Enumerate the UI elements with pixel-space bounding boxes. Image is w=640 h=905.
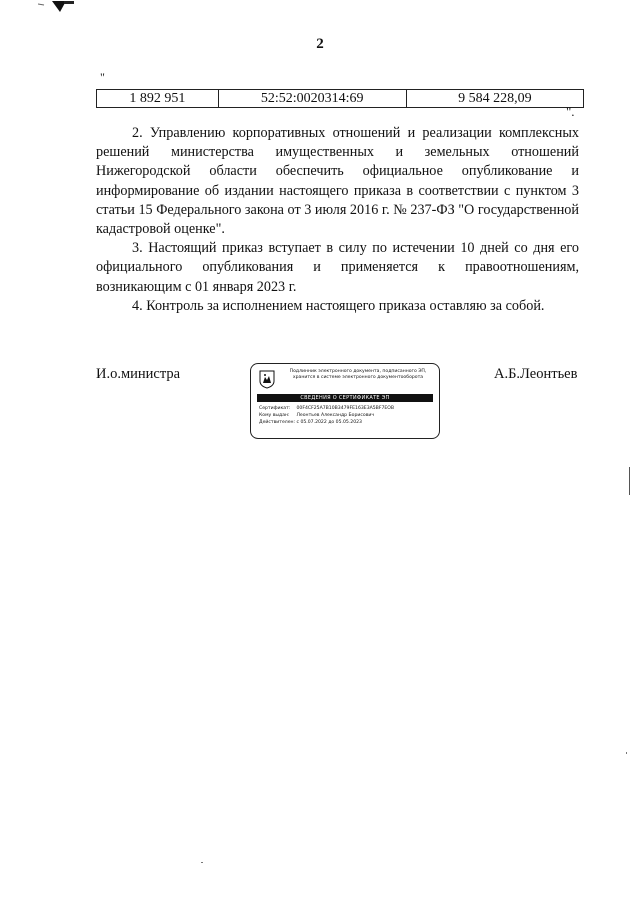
stamp-header-line-2: хранится в системе электронного документооборота xyxy=(292,375,424,380)
scan-speck xyxy=(626,752,627,754)
scan-margin-line xyxy=(629,467,630,495)
signatory-position: И.о.министра xyxy=(96,366,181,382)
stamp-header-line-1: Подлинник электронного документа, подписанного ЭП, xyxy=(289,369,427,374)
stamp-valid-label: Действителен: xyxy=(259,420,296,425)
closing-quote: ". xyxy=(566,104,575,119)
stamp-issued-value: Леонтьев Александр Борисович xyxy=(296,413,375,418)
stamp-valid-row xyxy=(259,419,435,426)
stamp-issued-row xyxy=(259,412,435,419)
stamp-certificate-label: Сертификат: xyxy=(259,406,291,411)
stamp-header xyxy=(279,369,437,381)
order-body xyxy=(96,124,579,316)
electronic-signature-stamp xyxy=(250,363,440,439)
page-number: 2 xyxy=(316,36,324,52)
parcel-number-cell: 1 892 951 xyxy=(97,90,219,108)
opening-quote: " xyxy=(100,70,105,84)
stamp-valid-value: с 05.07.2022 до 05.05.2023 xyxy=(296,420,362,425)
cadastral-value-table xyxy=(96,89,584,108)
signatory-name: А.Б.Леонтьев xyxy=(494,366,578,382)
scan-artifact xyxy=(38,0,80,14)
scan-speck xyxy=(201,862,203,863)
stamp-issued-label: Кому выдан: xyxy=(259,413,290,418)
stamp-certificate-row xyxy=(259,405,435,412)
coat-of-arms-icon xyxy=(259,370,275,389)
stamp-details xyxy=(259,405,435,426)
cadastral-number-cell: 52:52:0020314:69 xyxy=(218,90,406,108)
paragraph-2: 2. Управлению корпоративных отношений и реализации комплексных решений министерства имущественных и земельных отношений Нижегородской области обеспечить официальное опубликование и информирование об издании настоящего приказа в соответствии с пунктом 3 статьи 15 Федерального закона от 3 июля 2016 г. № 237-ФЗ "О государственной кадастровой оценке". xyxy=(96,125,579,238)
stamp-certificate-value: 00F4CF25A7B10B3479FE163E3A5BF7EOB xyxy=(296,406,395,411)
table-row xyxy=(97,90,584,108)
paragraph-3: 3. Настоящий приказ вступает в силу по истечении 10 дней со дня его официального опубликования и применяется к правоотношениям, возникающим с 01 января 2023 г. xyxy=(96,240,579,295)
stamp-certificate-bar: СВЕДЕНИЯ О СЕРТИФИКАТЕ ЭП xyxy=(257,394,433,402)
paragraph-4: 4. Контроль за исполнением настоящего приказа оставляю за собой. xyxy=(132,297,545,314)
cadastral-value-cell: 9 584 228,09 xyxy=(406,90,583,108)
